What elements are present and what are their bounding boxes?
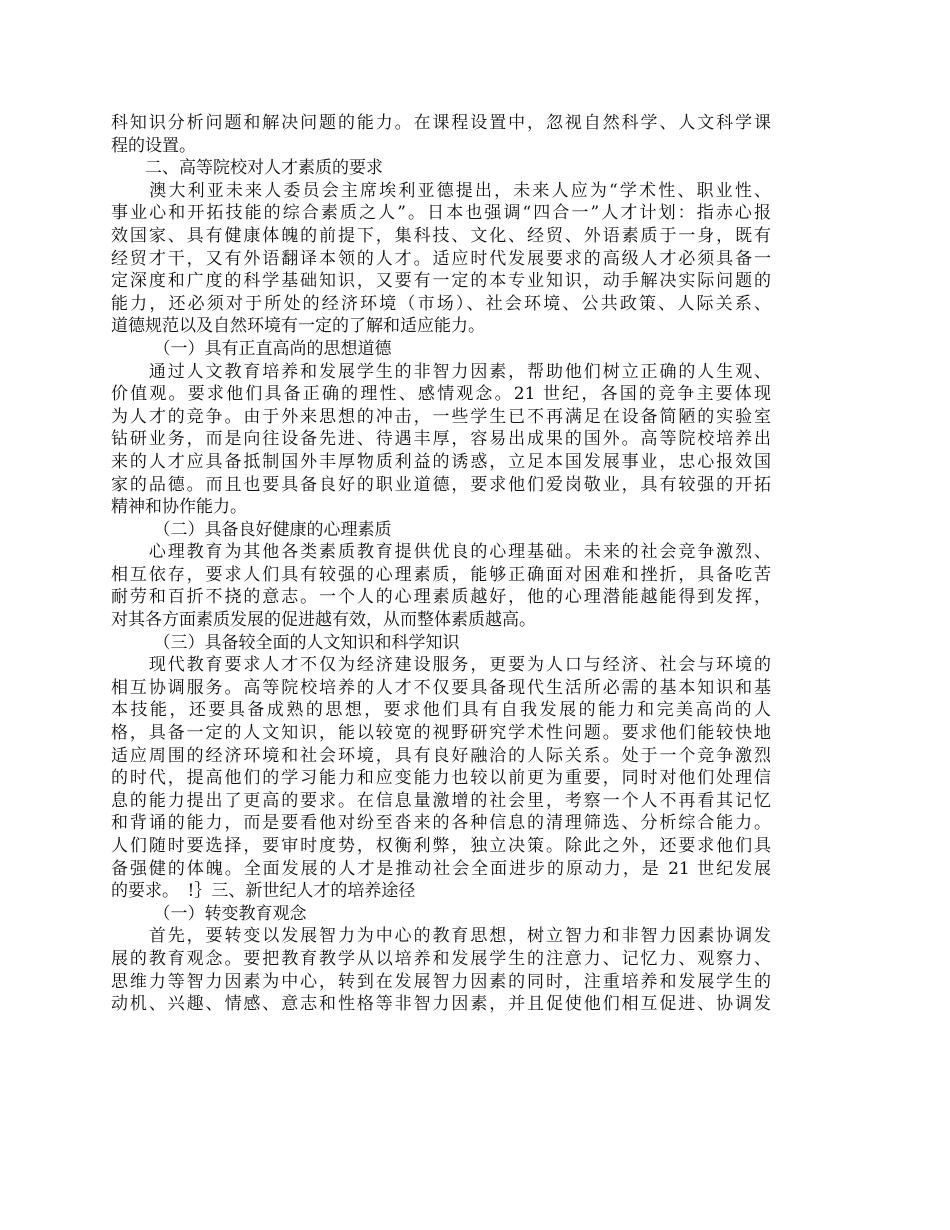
text-line: 和背诵的能力，而是要看他对纷至沓来的各种信息的清理筛选、分析综合能力。 [111, 813, 771, 834]
text-line: 心理教育为其他各类素质教育提供优良的心理基础。未来的社会竞争激烈、 [111, 542, 771, 563]
text-line: 效国家、具有健康体魄的前提下，集科技、文化、经贸、外语素质于一身，既有 [111, 225, 771, 246]
text-line: 通过人文教育培养和发展学生的非智力因素，帮助他们树立正确的人生观、 [111, 361, 771, 382]
text-line: 动机、兴趣、情感、意志和性格等非智力因素，并且促使他们相互促进、协调发 [111, 994, 771, 1015]
text-line: 程的设置。 [111, 135, 196, 156]
text-line: 人们随时要选择，要审时度势，权衡利弊，独立决策。除此之外，还要求他们具 [111, 836, 771, 856]
text-line: 现代教育要求人才不仅为经济建设服务，更要为人口与经济、社会与环境的 [111, 655, 771, 676]
text-line: 适应周围的经济环境和社会环境，具有良好融洽的人际关系。处于一个竞争激烈 [111, 745, 771, 766]
document-page [111, 112, 771, 1016]
section-heading: （一）具有正直高尚的思想道德 [111, 338, 392, 359]
text-line: 价值观。要求他们具备正确的理性、感情观念。21 世纪，各国的竞争主要体现 [111, 384, 771, 405]
text-line: 息的能力提出了更高的要求。在信息量激增的社会里，考察一个人不再看其记忆 [111, 790, 771, 811]
text-line: 家的品德。而且也要具备良好的职业道德，要求他们爱岗敬业，具有较强的开拓 [111, 474, 771, 495]
text-line: 的时代，提高他们的学习能力和应变能力也较以前更为重要，同时对他们处理信 [111, 768, 771, 789]
text-line: 经贸才干，又有外语翻译本领的人才。适应时代发展要求的高级人才必须具备一 [111, 248, 771, 269]
text-line: 本技能，还要具备成熟的思想，要求他们具有自我发展的能力和完美高尚的人 [111, 700, 771, 721]
section-heading: （二）具备良好健康的心理素质 [111, 519, 392, 540]
text-line: 精神和协作能力。 [111, 497, 247, 518]
text-line: 定深度和广度的科学基础知识，又要有一定的本专业知识，动手解决实际问题的 [111, 271, 771, 292]
text-line: 澳大利亚未来人委员会主席埃利亚德提出，未来人应为“学术性、职业性、 [111, 180, 771, 201]
section-heading: （一）转变教育观念 [111, 903, 307, 924]
text-line: 首先，要转变以发展智力为中心的教育思想，树立智力和非智力因素协调发 [111, 926, 771, 947]
text-line: 来的人才应具备抵制国外丰厚物质利益的诱惑，立足本国发展事业，忠心报效国 [111, 451, 771, 472]
text-line: 为人才的竞争。由于外来思想的冲击，一些学生已不再满足在设备简陋的实验室 [111, 406, 771, 427]
text-line: 思维力等智力因素为中心，转到在发展智力因素的同时，注重培养和发展学生的 [111, 971, 771, 992]
text-line: 科知识分析问题和解决问题的能力。在课程设置中，忽视自然科学、人文科学课 [111, 113, 771, 133]
text-line: 格，具备一定的人文知识，能以较宽的视野研究学术性问题。要求他们能较快地 [111, 723, 771, 744]
text-line: 钻研业务，而是向往设备先进、待遇丰厚，容易出成果的国外。高等院校培养出 [111, 429, 771, 450]
text-line: 能力，还必须对于所处的经济环境（市场）、社会环境、公共政策、人际关系、 [111, 293, 771, 314]
text-line: 备强健的体魄。全面发展的人才是推动社会全面进步的原动力，是 21 世纪发展 [111, 858, 771, 879]
text-line: 耐劳和百折不挠的意志。一个人的心理素质越好，他的心理潜能越能得到发挥， [111, 587, 771, 608]
text-line: 对其各方面素质发展的促进越有效，从而整体素质越高。 [111, 610, 536, 631]
text-line: 相互依存，要求人们具有较强的心理素质，能够正确面对困难和挫折，具备吃苦 [111, 564, 771, 585]
text-line: 道德规范以及自然环境有一定的了解和适应能力。 [111, 316, 485, 337]
text-line: 事业心和开拓技能的综合素质之人”。日本也强调“四合一”人才计划：指赤心报 [111, 203, 771, 224]
text-line: 相互协调服务。高等院校培养的人才不仅要具备现代生活所必需的基本知识和基 [111, 677, 771, 698]
text-line: 展的教育观念。要把教育教学从以培养和发展学生的注意力、记忆力、观察力、 [111, 948, 771, 969]
section-heading: 二、高等院校对人才素质的要求 [111, 158, 383, 179]
section-heading: （三）具备较全面的人文知识和科学知识 [111, 632, 460, 653]
text-line: 的要求。 !｝三、新世纪人才的培养途径 [111, 881, 416, 902]
